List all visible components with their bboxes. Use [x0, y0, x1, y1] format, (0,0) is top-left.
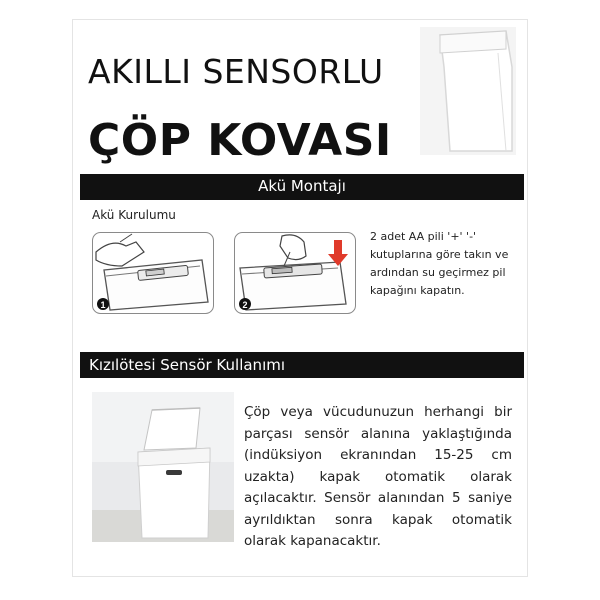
title-line-2: ÇÖP KOVASI	[88, 115, 392, 166]
battery-install-label: Akü Kurulumu	[92, 208, 176, 222]
sensor-description-text: Çöp veya vücudunuzun herhangi bir parçası sensör alanına yaklaştığında (indüksiyon ekranından 15-25 cm uzakta) kapak otomatik olarak açılacaktır. Sensör alanından 5 saniye ayrıldıktan sonra kapak otomatik olarak kapanacaktır.	[244, 404, 512, 549]
step-1-number: 1	[100, 300, 106, 310]
step-2-number: 2	[242, 300, 248, 310]
section-heading-battery: Akü Montajı	[80, 174, 524, 200]
sensor-bin-photo	[92, 392, 234, 542]
battery-step-2-illustration	[234, 232, 356, 314]
title-line-1: AKILLI SENSORLU	[88, 52, 384, 91]
trash-bin-corner-image	[420, 27, 516, 155]
battery-instruction-text: 2 adet AA pili '+' '-' kutuplarına göre takın ve ardından su geçirmez pil kapağını kapatın.	[370, 230, 509, 297]
battery-step-1-illustration	[92, 232, 214, 314]
section-heading-sensor: Kızılötesi Sensör Kullanımı	[80, 352, 524, 378]
